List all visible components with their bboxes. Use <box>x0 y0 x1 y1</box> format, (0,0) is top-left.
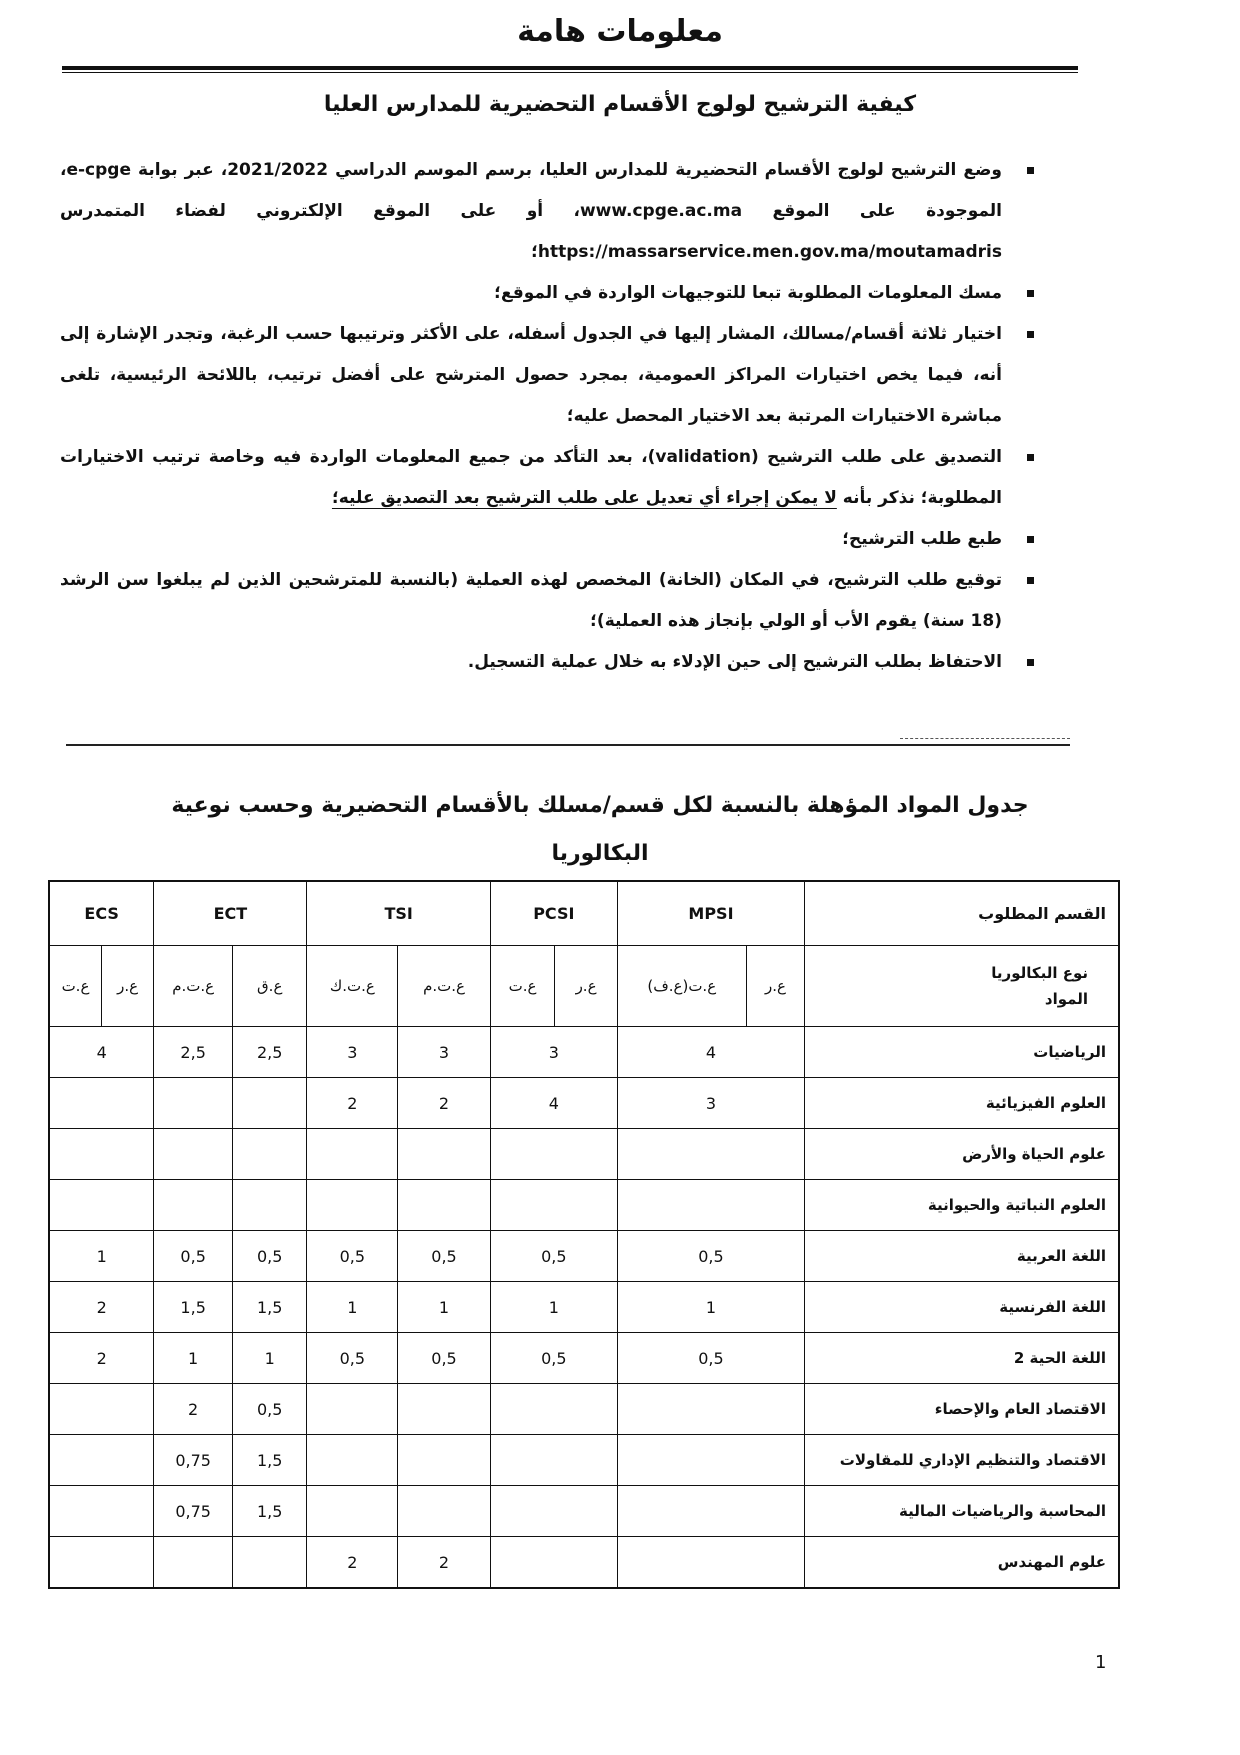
program-header-ect: ECT <box>154 881 307 946</box>
subject-cell: اللغة الفرنسية <box>805 1282 1119 1333</box>
section-divider-tail <box>900 738 1070 739</box>
bac-type-header: ع.ت(ع.ف) <box>617 946 746 1027</box>
coefficient-cell: 2 <box>398 1537 491 1589</box>
table-body <box>49 1027 1119 1589</box>
subject-cell: علوم الحياة والأرض <box>805 1129 1119 1180</box>
program-header-mpsi: MPSI <box>617 881 804 946</box>
coefficient-cell <box>490 1537 617 1589</box>
list-item: طبع طلب الترشيح؛ <box>60 519 1040 560</box>
table-row <box>49 1384 1119 1435</box>
coefficient-cell: 2 <box>307 1078 398 1129</box>
subject-cell: علوم المهندس <box>805 1537 1119 1589</box>
bullet-icon <box>1027 536 1034 543</box>
coefficient-cell <box>307 1180 398 1231</box>
subject-cell: العلوم النباتية والحيوانية <box>805 1180 1119 1231</box>
coefficient-cell: 2,5 <box>232 1027 307 1078</box>
table-row <box>49 1027 1119 1078</box>
coefficient-cell: 0,5 <box>617 1231 804 1282</box>
coefficient-cell: 0,5 <box>398 1231 491 1282</box>
list-item: توقيع طلب الترشيح، في المكان (الخانة) المخصص لهذه العملية (بالنسبة للمترشحين الذين لم يبلغوا سن الرشد (18 سنة) يقوم الأب أو الولي بإنجاز هذه العملية)؛ <box>60 560 1040 642</box>
coefficient-cell <box>154 1078 233 1129</box>
coefficient-cell: 1 <box>154 1333 233 1384</box>
coefficient-cell: 0,5 <box>232 1384 307 1435</box>
bullet-icon <box>1027 577 1034 584</box>
coefficient-cell <box>398 1435 491 1486</box>
coefficient-cell: 4 <box>490 1078 617 1129</box>
bac-type-header: ع.ت <box>490 946 554 1027</box>
bac-type-header: ع.ر <box>555 946 617 1027</box>
bac-type-header: ع.ر <box>746 946 804 1027</box>
coefficient-cell: 4 <box>617 1027 804 1078</box>
coefficient-cell: 2 <box>154 1384 233 1435</box>
coefficient-cell: 0,5 <box>398 1333 491 1384</box>
coefficient-cell <box>49 1180 154 1231</box>
coefficient-cell: 1,5 <box>232 1435 307 1486</box>
subject-cell: الاقتصاد العام والإحصاء <box>805 1384 1119 1435</box>
coefficient-cell: 4 <box>49 1027 154 1078</box>
coefficient-cell <box>232 1537 307 1589</box>
table-title: جدول المواد المؤهلة بالنسبة لكل قسم/مسلك بالأقسام التحضيرية وحسب نوعية البكالوريا <box>171 793 1029 866</box>
bullet-icon <box>1027 454 1034 461</box>
programs-header-row <box>49 881 1119 946</box>
coefficient-cell: 0,5 <box>307 1231 398 1282</box>
coefficient-cell <box>49 1537 154 1589</box>
coefficient-cell: 1 <box>232 1333 307 1384</box>
bac-type-header: ع.ت.م <box>398 946 491 1027</box>
coefficient-cell: 1 <box>490 1282 617 1333</box>
coefficient-cell <box>232 1129 307 1180</box>
subject-cell: الاقتصاد والتنظيم الإداري للمقاولات <box>805 1435 1119 1486</box>
coefficient-cell <box>398 1486 491 1537</box>
coefficient-cell <box>490 1486 617 1537</box>
bac-subject-header: نوع البكالوريا المواد <box>805 946 1119 1027</box>
coefficient-cell <box>490 1435 617 1486</box>
table-row <box>49 1435 1119 1486</box>
coefficient-cell <box>617 1384 804 1435</box>
coefficient-cell <box>49 1078 154 1129</box>
coefficient-cell: 2 <box>398 1078 491 1129</box>
list-item: وضع الترشيح لولوج الأقسام التحضيرية للمدارس العليا، برسم الموسم الدراسي 2021/2022، عبر بوابة e-cpge، الموجودة على الموقع www.cpge.ac.ma، أو على الموقع الإلكتروني لفضاء المتمدرس https://massarservice.men.gov.ma/moutamadris؛ <box>60 150 1040 273</box>
table-row <box>49 1537 1119 1589</box>
coefficient-cell: 3 <box>398 1027 491 1078</box>
subject-cell: العلوم الفيزيائية <box>805 1078 1119 1129</box>
coefficient-cell <box>490 1384 617 1435</box>
coefficient-cell <box>398 1180 491 1231</box>
coefficient-cell: 0,5 <box>490 1333 617 1384</box>
coefficient-cell: 2 <box>307 1537 398 1589</box>
coefficient-cell: 0,5 <box>490 1231 617 1282</box>
coefficient-cell: 3 <box>617 1078 804 1129</box>
coefficient-cell <box>617 1180 804 1231</box>
page-title: معلومات هامة <box>517 14 723 49</box>
bac-type-header: ع.ر <box>101 946 153 1027</box>
coefficient-cell <box>154 1129 233 1180</box>
coefficient-cell: 2,5 <box>154 1027 233 1078</box>
bac-types-header-row <box>49 946 1119 1027</box>
coefficient-cell <box>490 1180 617 1231</box>
coefficient-cell <box>232 1078 307 1129</box>
coefficient-cell <box>49 1486 154 1537</box>
subject-cell: اللغة العربية <box>805 1231 1119 1282</box>
coefficient-cell: 1 <box>617 1282 804 1333</box>
coefficient-cell: 0,5 <box>232 1231 307 1282</box>
coefficient-cell: 0,75 <box>154 1486 233 1537</box>
program-header-tsi: TSI <box>307 881 490 946</box>
bullet-icon <box>1027 331 1034 338</box>
coefficient-cell: 0,75 <box>154 1435 233 1486</box>
coefficient-cell: 1,5 <box>154 1282 233 1333</box>
list-item: مسك المعلومات المطلوبة تبعا للتوجيهات الواردة في الموقع؛ <box>60 273 1040 314</box>
section-heading: كيفية الترشيح لولوج الأقسام التحضيرية للمدارس العليا <box>323 92 917 117</box>
coefficient-cell: 1 <box>307 1282 398 1333</box>
coefficient-cell: 1,5 <box>232 1282 307 1333</box>
coefficient-cell <box>617 1486 804 1537</box>
coefficient-cell: 2 <box>49 1282 154 1333</box>
coefficient-cell <box>232 1180 307 1231</box>
coefficient-cell <box>617 1129 804 1180</box>
coefficient-cell: 1 <box>49 1231 154 1282</box>
page-number: 1 <box>1095 1652 1107 1673</box>
table-row <box>49 1486 1119 1537</box>
table-row <box>49 1282 1119 1333</box>
list-item: اختيار ثلاثة أقسام/مسالك، المشار إليها في الجدول أسفله، على الأكثر وترتيبها حسب الرغبة، وتجدر الإشارة إلى أنه، فيما يخص اختيارات المراكز العمومية، بمجرد حصول المترشح على أفضل ترتيب، باللائحة الرئيسية، تلغى مباشرة الاختيارات المرتبة بعد الاختيار المحصل عليه؛ <box>60 314 1040 437</box>
subject-cell: اللغة الحية 2 <box>805 1333 1119 1384</box>
program-header-pcsi: PCSI <box>490 881 617 946</box>
subject-cell: المحاسبة والرياضيات المالية <box>805 1486 1119 1537</box>
subject-cell: الرياضيات <box>805 1027 1119 1078</box>
list-item: الاحتفاظ بطلب الترشيح إلى حين الإدلاء به خلال عملية التسجيل. <box>60 642 1040 683</box>
list-item: التصديق على طلب الترشيح (validation)، بعد التأكد من جميع المعلومات الواردة فيه وخاصة ترتيب الاختيارات المطلوبة؛ نذكر بأنه لا يمكن إجراء أي تعديل على طلب الترشيح بعد التصديق عليه؛ <box>60 437 1040 519</box>
coefficient-cell: 0,5 <box>154 1231 233 1282</box>
coefficient-cell <box>49 1435 154 1486</box>
table-row <box>49 1231 1119 1282</box>
instructions-list <box>60 150 1040 683</box>
coefficient-cell <box>49 1384 154 1435</box>
table-row <box>49 1078 1119 1129</box>
bac-type-header: ع.ت <box>49 946 101 1027</box>
table-row <box>49 1333 1119 1384</box>
coefficient-cell: 0,5 <box>307 1333 398 1384</box>
coefficient-cell <box>490 1129 617 1180</box>
coefficient-cell <box>307 1435 398 1486</box>
coefficient-cell: 1 <box>398 1282 491 1333</box>
subjects-table <box>48 880 1120 1589</box>
table-row <box>49 1180 1119 1231</box>
coefficient-cell <box>307 1486 398 1537</box>
bullet-icon <box>1027 167 1034 174</box>
coefficient-cell: 2 <box>49 1333 154 1384</box>
coefficient-cell <box>154 1537 233 1589</box>
bullet-icon <box>1027 290 1034 297</box>
coefficient-cell <box>307 1129 398 1180</box>
coefficient-cell <box>398 1129 491 1180</box>
section-divider <box>66 744 1070 746</box>
corner-header: القسم المطلوب <box>805 881 1119 946</box>
coefficient-cell: 0,5 <box>617 1333 804 1384</box>
coefficient-cell <box>307 1384 398 1435</box>
program-header-ecs: ECS <box>49 881 154 946</box>
bac-type-header: ع.ت.ك <box>307 946 398 1027</box>
bullet-icon <box>1027 659 1034 666</box>
table-row <box>49 1129 1119 1180</box>
coefficient-cell <box>617 1537 804 1589</box>
underlined-warning: لا يمكن إجراء أي تعديل على طلب الترشيح بعد التصديق عليه؛ <box>331 488 837 508</box>
coefficient-cell <box>49 1129 154 1180</box>
coefficient-cell <box>154 1180 233 1231</box>
bac-type-header: ع.ت.م <box>154 946 233 1027</box>
coefficient-cell: 3 <box>307 1027 398 1078</box>
coefficient-cell: 3 <box>490 1027 617 1078</box>
coefficient-cell <box>398 1384 491 1435</box>
bac-type-header: ع.ق <box>232 946 307 1027</box>
coefficient-cell <box>617 1435 804 1486</box>
title-divider <box>62 66 1078 73</box>
coefficient-cell: 1,5 <box>232 1486 307 1537</box>
